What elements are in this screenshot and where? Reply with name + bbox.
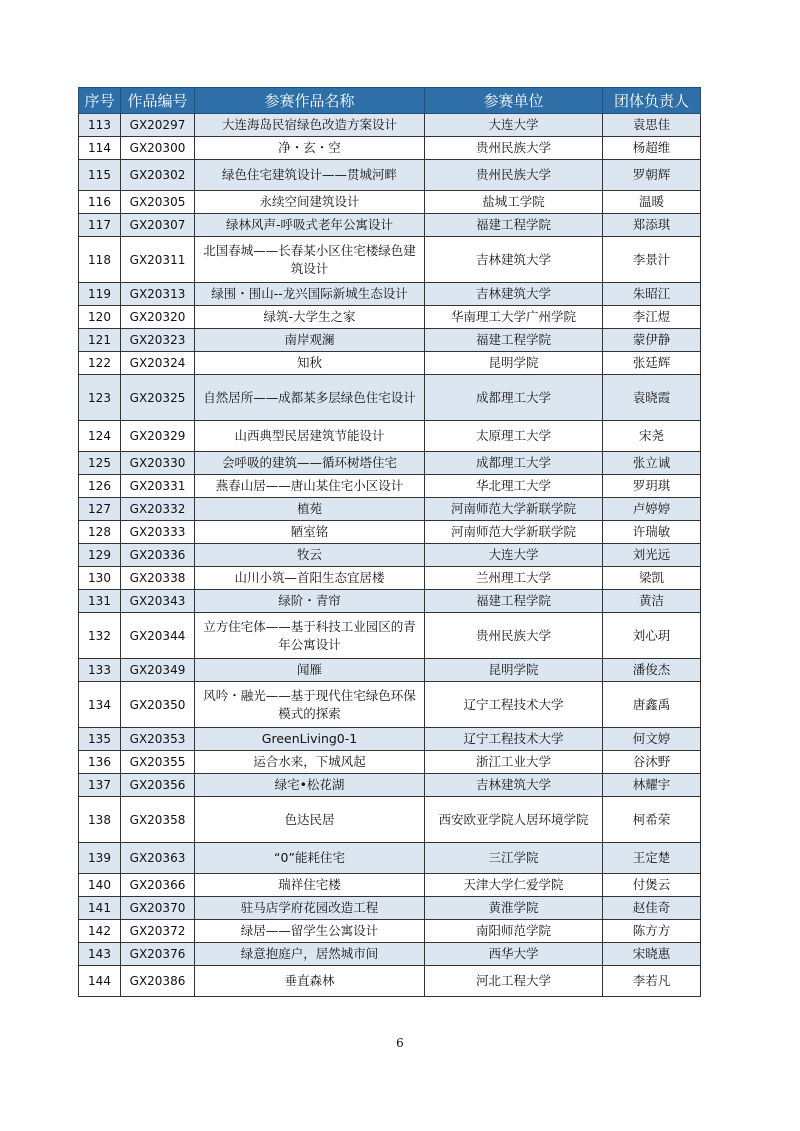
cell-unit: 太原理工大学 xyxy=(425,421,603,452)
cell-serial: 125 xyxy=(79,452,121,475)
cell-unit: 吉林建筑大学 xyxy=(425,283,603,306)
cell-work-name: 山西典型民居建筑节能设计 xyxy=(195,421,425,452)
cell-work-id: GX20376 xyxy=(121,943,195,966)
header-work-id: 作品编号 xyxy=(121,88,195,114)
cell-unit: 辽宁工程技术大学 xyxy=(425,682,603,728)
table-row xyxy=(79,283,701,306)
cell-team-lead: 刘心玥 xyxy=(603,613,701,659)
table-row xyxy=(79,375,701,421)
cell-work-name: 北国春城——长春某小区住宅楼绿色建筑设计 xyxy=(195,237,425,283)
table-row xyxy=(79,160,701,191)
table-row xyxy=(79,137,701,160)
cell-team-lead: 张立诚 xyxy=(603,452,701,475)
cell-work-name: 大连海岛民宿绿色改造方案设计 xyxy=(195,114,425,137)
cell-work-id: GX20324 xyxy=(121,352,195,375)
cell-work-name: 永续空间建筑设计 xyxy=(195,191,425,214)
cell-unit: 成都理工大学 xyxy=(425,375,603,421)
cell-unit: 大连大学 xyxy=(425,114,603,137)
table-row xyxy=(79,843,701,874)
table-row xyxy=(79,498,701,521)
cell-work-id: GX20325 xyxy=(121,375,195,421)
cell-unit: 福建工程学院 xyxy=(425,214,603,237)
cell-unit: 盐城工学院 xyxy=(425,191,603,214)
cell-serial: 130 xyxy=(79,567,121,590)
cell-serial: 119 xyxy=(79,283,121,306)
cell-work-name: GreenLiving0-1 xyxy=(195,728,425,751)
cell-unit: 浙江工业大学 xyxy=(425,751,603,774)
cell-unit: 南阳师范学院 xyxy=(425,920,603,943)
cell-work-name: 陋室铭 xyxy=(195,521,425,544)
cell-work-name: 运合水来，下城风起 xyxy=(195,751,425,774)
cell-serial: 122 xyxy=(79,352,121,375)
cell-team-lead: 张廷辉 xyxy=(603,352,701,375)
table-row xyxy=(79,751,701,774)
cell-work-id: GX20313 xyxy=(121,283,195,306)
cell-serial: 124 xyxy=(79,421,121,452)
cell-work-id: GX20363 xyxy=(121,843,195,874)
cell-unit: 华北理工大学 xyxy=(425,475,603,498)
cell-work-id: GX20302 xyxy=(121,160,195,191)
cell-team-lead: 李景汁 xyxy=(603,237,701,283)
table-row xyxy=(79,544,701,567)
cell-work-id: GX20370 xyxy=(121,897,195,920)
cell-unit: 大连大学 xyxy=(425,544,603,567)
cell-team-lead: 林耀宇 xyxy=(603,774,701,797)
table-row xyxy=(79,475,701,498)
cell-team-lead: 杨超维 xyxy=(603,137,701,160)
table-row xyxy=(79,452,701,475)
table-row xyxy=(79,897,701,920)
cell-work-id: GX20331 xyxy=(121,475,195,498)
table-row xyxy=(79,797,701,843)
table-row xyxy=(79,191,701,214)
cell-work-id: GX20333 xyxy=(121,521,195,544)
cell-unit: 吉林建筑大学 xyxy=(425,774,603,797)
cell-work-id: GX20332 xyxy=(121,498,195,521)
cell-serial: 123 xyxy=(79,375,121,421)
cell-unit: 天津大学仁爱学院 xyxy=(425,874,603,897)
table-row xyxy=(79,943,701,966)
cell-serial: 142 xyxy=(79,920,121,943)
cell-serial: 141 xyxy=(79,897,121,920)
cell-unit: 黄淮学院 xyxy=(425,897,603,920)
cell-unit: 辽宁工程技术大学 xyxy=(425,728,603,751)
cell-work-name: 色达民居 xyxy=(195,797,425,843)
cell-team-lead: 何文婷 xyxy=(603,728,701,751)
cell-serial: 115 xyxy=(79,160,121,191)
table-row xyxy=(79,590,701,613)
cell-work-name: 瑞祥住宅楼 xyxy=(195,874,425,897)
cell-work-id: GX20338 xyxy=(121,567,195,590)
cell-serial: 113 xyxy=(79,114,121,137)
table-row xyxy=(79,874,701,897)
table-row xyxy=(79,728,701,751)
cell-work-id: GX20386 xyxy=(121,966,195,997)
cell-work-id: GX20355 xyxy=(121,751,195,774)
cell-team-lead: 袁晓霞 xyxy=(603,375,701,421)
table-body xyxy=(79,114,701,997)
cell-team-lead: 谷沐野 xyxy=(603,751,701,774)
cell-work-name: 净・玄・空 xyxy=(195,137,425,160)
table-row xyxy=(79,237,701,283)
cell-serial: 132 xyxy=(79,613,121,659)
table-row xyxy=(79,521,701,544)
cell-serial: 131 xyxy=(79,590,121,613)
header-work-name: 参赛作品名称 xyxy=(195,88,425,114)
cell-work-name: 绿意抱庭户，居然城市间 xyxy=(195,943,425,966)
cell-serial: 128 xyxy=(79,521,121,544)
cell-work-id: GX20350 xyxy=(121,682,195,728)
cell-unit: 河北工程大学 xyxy=(425,966,603,997)
table-row xyxy=(79,920,701,943)
cell-serial: 136 xyxy=(79,751,121,774)
cell-work-name: “0”能耗住宅 xyxy=(195,843,425,874)
cell-serial: 140 xyxy=(79,874,121,897)
cell-unit: 河南师范大学新联学院 xyxy=(425,521,603,544)
header-unit: 参赛单位 xyxy=(425,88,603,114)
cell-work-name: 牧云 xyxy=(195,544,425,567)
cell-serial: 133 xyxy=(79,659,121,682)
cell-work-id: GX20336 xyxy=(121,544,195,567)
cell-serial: 114 xyxy=(79,137,121,160)
table-row xyxy=(79,966,701,997)
cell-team-lead: 李江煜 xyxy=(603,306,701,329)
cell-work-name: 闻雁 xyxy=(195,659,425,682)
cell-unit: 华南理工大学广州学院 xyxy=(425,306,603,329)
cell-team-lead: 李若凡 xyxy=(603,966,701,997)
cell-work-id: GX20366 xyxy=(121,874,195,897)
cell-unit: 西华大学 xyxy=(425,943,603,966)
cell-work-id: GX20300 xyxy=(121,137,195,160)
cell-team-lead: 潘俊杰 xyxy=(603,659,701,682)
cell-work-id: GX20323 xyxy=(121,329,195,352)
cell-serial: 143 xyxy=(79,943,121,966)
cell-unit: 昆明学院 xyxy=(425,659,603,682)
cell-work-name: 立方住宅体——基于科技工业园区的青年公寓设计 xyxy=(195,613,425,659)
cell-unit: 兰州理工大学 xyxy=(425,567,603,590)
cell-work-name: 绿宅•松花湖 xyxy=(195,774,425,797)
cell-work-name: 风吟・融光——基于现代住宅绿色环保模式的探索 xyxy=(195,682,425,728)
cell-work-id: GX20329 xyxy=(121,421,195,452)
cell-unit: 成都理工大学 xyxy=(425,452,603,475)
cell-serial: 134 xyxy=(79,682,121,728)
cell-work-id: GX20372 xyxy=(121,920,195,943)
cell-work-name: 绿居——留学生公寓设计 xyxy=(195,920,425,943)
cell-team-lead: 温暖 xyxy=(603,191,701,214)
cell-team-lead: 王定楚 xyxy=(603,843,701,874)
cell-team-lead: 卢婷婷 xyxy=(603,498,701,521)
table-row xyxy=(79,613,701,659)
cell-work-name: 山川小筑—首阳生态宜居楼 xyxy=(195,567,425,590)
header-team-lead: 团体负责人 xyxy=(603,88,701,114)
cell-team-lead: 许瑞敏 xyxy=(603,521,701,544)
cell-serial: 121 xyxy=(79,329,121,352)
cell-work-name: 知秋 xyxy=(195,352,425,375)
cell-serial: 129 xyxy=(79,544,121,567)
table-row xyxy=(79,774,701,797)
cell-work-name: 绿阶・青帘 xyxy=(195,590,425,613)
cell-team-lead: 蒙伊静 xyxy=(603,329,701,352)
cell-team-lead: 袁思佳 xyxy=(603,114,701,137)
cell-unit: 昆明学院 xyxy=(425,352,603,375)
cell-work-id: GX20356 xyxy=(121,774,195,797)
cell-serial: 118 xyxy=(79,237,121,283)
cell-work-name: 南岸观澜 xyxy=(195,329,425,352)
cell-work-id: GX20311 xyxy=(121,237,195,283)
cell-team-lead: 陈方方 xyxy=(603,920,701,943)
cell-work-name: 植苑 xyxy=(195,498,425,521)
cell-unit: 吉林建筑大学 xyxy=(425,237,603,283)
cell-work-id: GX20320 xyxy=(121,306,195,329)
cell-unit: 贵州民族大学 xyxy=(425,613,603,659)
cell-team-lead: 梁凯 xyxy=(603,567,701,590)
cell-serial: 144 xyxy=(79,966,121,997)
cell-work-name: 绿筑-大学生之家 xyxy=(195,306,425,329)
cell-work-name: 绿林风声-呼吸式老年公寓设计 xyxy=(195,214,425,237)
cell-work-name: 绿围・围山--龙兴国际新城生态设计 xyxy=(195,283,425,306)
cell-team-lead: 朱昭江 xyxy=(603,283,701,306)
table-row xyxy=(79,329,701,352)
cell-team-lead: 郑添琪 xyxy=(603,214,701,237)
cell-team-lead: 赵佳奇 xyxy=(603,897,701,920)
cell-serial: 135 xyxy=(79,728,121,751)
results-table xyxy=(78,87,701,997)
cell-team-lead: 宋晓惠 xyxy=(603,943,701,966)
cell-work-name: 燕春山居——唐山某住宅小区设计 xyxy=(195,475,425,498)
cell-serial: 138 xyxy=(79,797,121,843)
cell-work-id: GX20353 xyxy=(121,728,195,751)
cell-team-lead: 柯希荣 xyxy=(603,797,701,843)
cell-work-id: GX20297 xyxy=(121,114,195,137)
cell-work-id: GX20349 xyxy=(121,659,195,682)
table-row xyxy=(79,114,701,137)
cell-work-name: 绿色住宅建筑设计——贯城河畔 xyxy=(195,160,425,191)
cell-team-lead: 罗朝辉 xyxy=(603,160,701,191)
table-row xyxy=(79,682,701,728)
cell-work-name: 驻马店学府花园改造工程 xyxy=(195,897,425,920)
table-row xyxy=(79,214,701,237)
cell-team-lead: 唐鑫禹 xyxy=(603,682,701,728)
cell-work-id: GX20307 xyxy=(121,214,195,237)
cell-serial: 120 xyxy=(79,306,121,329)
header-serial: 序号 xyxy=(79,88,121,114)
cell-unit: 三江学院 xyxy=(425,843,603,874)
cell-work-id: GX20343 xyxy=(121,590,195,613)
table-row xyxy=(79,567,701,590)
page-number: 6 xyxy=(396,1036,404,1050)
cell-unit: 贵州民族大学 xyxy=(425,160,603,191)
cell-serial: 126 xyxy=(79,475,121,498)
cell-work-id: GX20358 xyxy=(121,797,195,843)
cell-unit: 贵州民族大学 xyxy=(425,137,603,160)
cell-unit: 福建工程学院 xyxy=(425,590,603,613)
cell-serial: 117 xyxy=(79,214,121,237)
cell-serial: 127 xyxy=(79,498,121,521)
cell-team-lead: 黄洁 xyxy=(603,590,701,613)
cell-serial: 137 xyxy=(79,774,121,797)
cell-work-name: 垂直森林 xyxy=(195,966,425,997)
cell-team-lead: 罗玥琪 xyxy=(603,475,701,498)
cell-work-name: 自然居所——成都某多层绿色住宅设计 xyxy=(195,375,425,421)
table-row xyxy=(79,306,701,329)
cell-work-id: GX20330 xyxy=(121,452,195,475)
cell-unit: 西安欧亚学院人居环境学院 xyxy=(425,797,603,843)
cell-work-id: GX20305 xyxy=(121,191,195,214)
table-row xyxy=(79,421,701,452)
cell-team-lead: 宋尧 xyxy=(603,421,701,452)
cell-serial: 139 xyxy=(79,843,121,874)
cell-unit: 河南师范大学新联学院 xyxy=(425,498,603,521)
cell-team-lead: 刘光远 xyxy=(603,544,701,567)
table-header-row xyxy=(79,88,701,114)
cell-unit: 福建工程学院 xyxy=(425,329,603,352)
table-row xyxy=(79,352,701,375)
cell-serial: 116 xyxy=(79,191,121,214)
table-row xyxy=(79,659,701,682)
cell-work-name: 会呼吸的建筑——循环树塔住宅 xyxy=(195,452,425,475)
cell-work-id: GX20344 xyxy=(121,613,195,659)
cell-team-lead: 付煲云 xyxy=(603,874,701,897)
